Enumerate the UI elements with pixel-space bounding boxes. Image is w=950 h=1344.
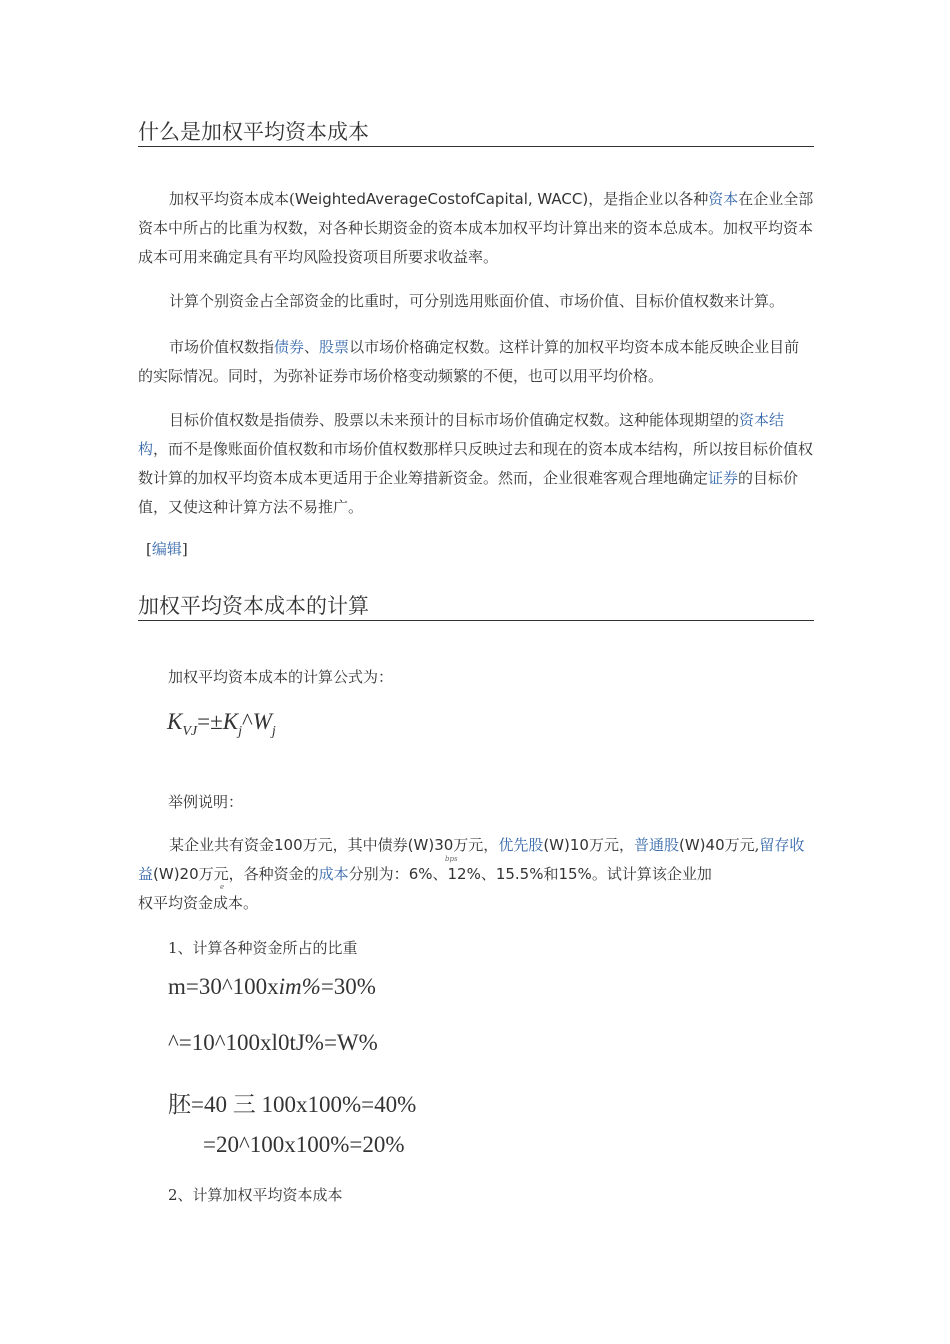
text: ，是指企业以各种 [588,190,709,208]
link-securities[interactable]: 证券 [708,469,739,487]
text: 、 [304,338,320,356]
calc-preferred-weight: ^=10^100xl0tJ%=W% [168,1030,378,1055]
formula-operator: =± [197,709,223,734]
text: 万元，各种资金的 [198,865,319,883]
stray-mark: e [220,883,225,891]
formula-text: m=30^100x [168,974,279,999]
paragraph-weights: 计算个别资金占全部资金的比重时，可分别选用账面价值、市场价值、目标价值权数来计算。 [169,292,785,310]
bracket: [ [146,540,152,558]
paragraph-target-value [138,406,814,522]
text: 目标价值权数是指债券、股票以未来预计的目标市场价值确定权数。这种能体现期望的 [169,411,740,429]
edit-section [146,535,822,564]
example-paragraph [138,831,814,889]
example-paragraph-end: 权平均资金成本。 [138,894,259,912]
formula-intro: 加权平均资本成本的计算公式为： [168,668,394,686]
text: 某企业共有资金 [169,836,275,854]
text: 在企业全部资本中所占的比重为权数，对各种长期资金的资本成本加权平均计算出来的资本总成本。加权平均资本成本可用来确定具有平均风险投资项目所要求收益率。 [138,190,814,266]
text-english-term: WeightedAverageCostofCapital, WACC) [294,190,589,208]
text-number: (W)30 [407,836,454,854]
formula-symbol: W [252,709,272,734]
formula-text: =30% [320,974,376,999]
text: 的目标价值，又使这种计算方法不易推广。 [138,469,799,516]
calc-common-weight: 胚=40 三 100x100%=40% [168,1092,417,1117]
text: 分别为： [348,865,409,883]
edit-link[interactable]: 编辑 [151,540,182,558]
calc-bond-weight [168,974,376,1000]
text-rates: 6%、12%、15.5%和15% [408,865,592,883]
formula-subscript: j [238,724,242,739]
text: 万元, [724,836,760,854]
example-title: 举例说明： [168,793,244,811]
text-number: (W)20 [153,865,199,883]
text: ，而不是像账面价值权数和市场价值权数那样只反映过去和现在的资本成本结构，所以按目标价值权数计算的加权平均资本成本更适用于企业筹措新资金。然而，企业很难客观合理地确定 [138,440,814,487]
formula-subscript: VJ [182,724,198,739]
section-heading-what-is-wacc: 什么是加权平均资本成本 [138,118,814,147]
formula-operator: ^ [241,709,253,734]
paragraph-market-value [138,333,814,391]
text: 加权平均资本成本( [169,190,295,208]
formula-text: im% [278,974,321,999]
link-cost[interactable]: 成本 [318,865,349,883]
formula-symbol: K [167,709,183,734]
step-1-label: 1、计算各种资金所占的比重 [168,939,358,957]
bracket: ] [181,540,188,558]
text: 以市场价格确定权数。这样计算的加权平均资本成本能反映企业目前的实际情况。同时，为弥补证券市场价格变动频繁的不便，也可以用平均价格。 [138,338,800,385]
section-heading-calculation: 加权平均资本成本的计算 [138,592,814,621]
text-number: (W)10 [543,836,589,854]
text-number: (W)40 [678,836,725,854]
text-number: 100 [274,836,303,854]
text: 万元， [453,836,499,854]
text: 万元，其中债券 [302,836,408,854]
paragraph-definition [138,185,814,272]
text: 市场价值权数指 [169,338,275,356]
text: 万元， [588,836,634,854]
wacc-formula [167,709,276,740]
link-stocks[interactable]: 股票 [319,338,350,356]
formula-subscript: j [271,724,276,739]
text: 。试计算该企业加 [591,865,712,883]
step-2-label: 2、计算加权平均资本成本 [168,1186,343,1204]
link-common-stock[interactable]: 普通股 [633,836,679,854]
formula-symbol: K [222,709,239,734]
link-preferred-stock[interactable]: 优先股 [498,836,544,854]
link-retained-earnings[interactable]: 留存收益 [138,836,805,883]
calc-retained-weight: =20^100x100%=20% [203,1132,405,1157]
link-capital[interactable]: 资本 [708,190,739,208]
stray-mark: bps [445,855,458,863]
link-capital-structure[interactable]: 资本结构 [138,411,785,458]
link-bonds[interactable]: 债券 [274,338,305,356]
